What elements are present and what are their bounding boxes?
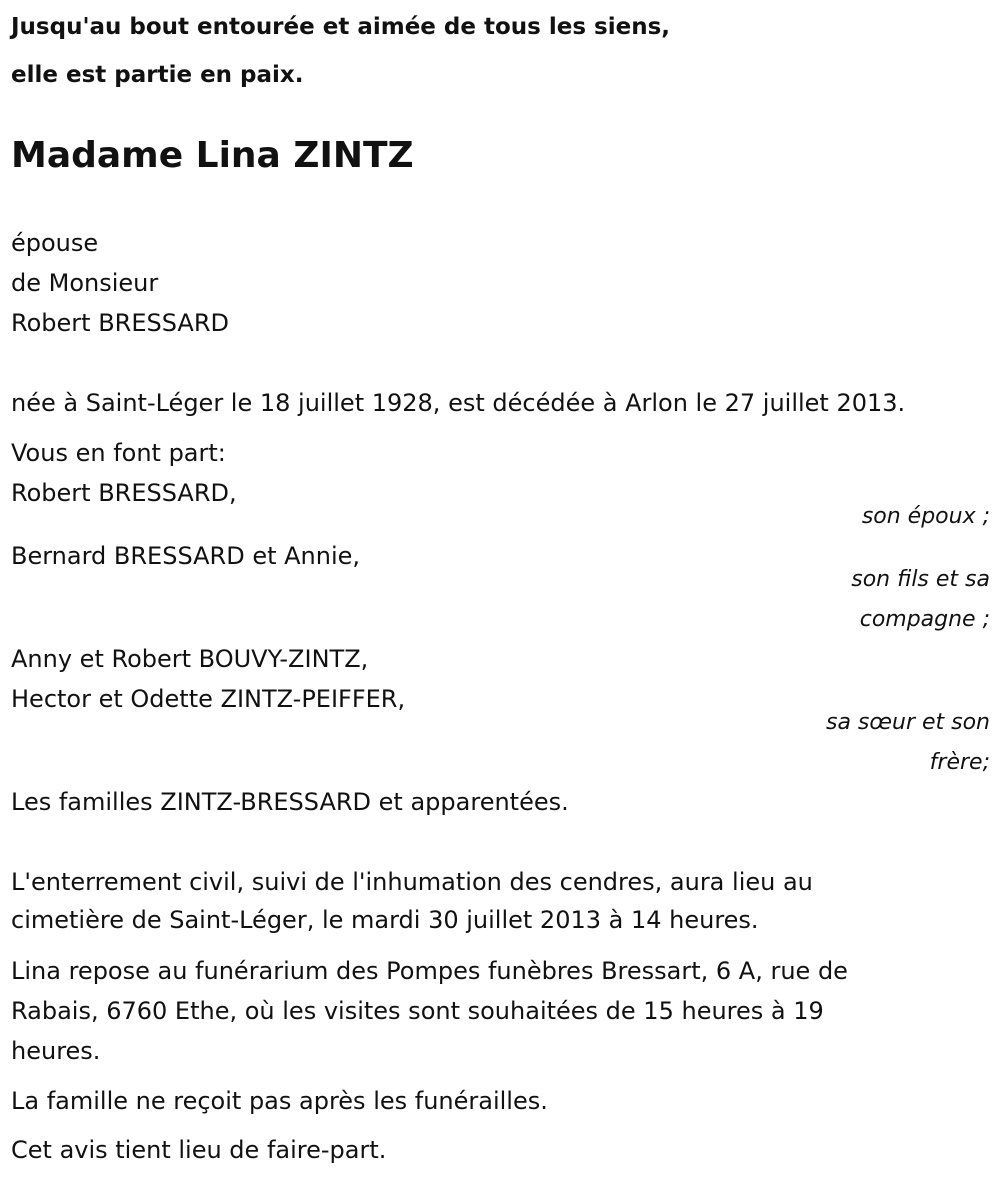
intro-line-1: Jusqu'au bout entourée et aimée de tous les siens, xyxy=(11,14,671,40)
spouse-line-1: épouse xyxy=(11,229,99,257)
visitation-line-1: Lina repose au funérarium des Pompes funèbres Bressart, 6 A, rue de xyxy=(11,957,848,985)
intro-line-2: elle est partie en paix. xyxy=(11,62,304,88)
family-name: Bernard BRESSARD et Annie, xyxy=(11,542,361,570)
funeral-info-line-2: cimetière de Saint-Léger, le mardi 30 juillet 2013 à 14 heures. xyxy=(11,906,759,934)
announcers-heading: Vous en font part: xyxy=(11,439,226,467)
family-relation: son époux ; xyxy=(861,504,990,529)
family-name: Anny et Robert BOUVY-ZINTZ, xyxy=(11,645,369,673)
birth-death-line: née à Saint-Léger le 18 juillet 1928, est décédée à Arlon le 27 juillet 2013. xyxy=(11,389,906,417)
spouse-line-2: de Monsieur xyxy=(11,269,159,297)
notice-line: Cet avis tient lieu de faire-part. xyxy=(11,1136,387,1164)
funeral-info-line-1: L'enterrement civil, suivi de l'inhumation des cendres, aura lieu au xyxy=(11,868,813,896)
family-name: Hector et Odette ZINTZ-PEIFFER, xyxy=(11,685,406,713)
family-relation: sa sœur et son xyxy=(825,710,990,735)
other-families: Les familles ZINTZ-BRESSARD et apparentées. xyxy=(11,788,569,816)
family-relation: frère; xyxy=(929,750,990,775)
deceased-name: Madame Lina ZINTZ xyxy=(11,135,414,176)
no-reception-line: La famille ne reçoit pas après les funérailles. xyxy=(11,1087,548,1115)
visitation-line-3: heures. xyxy=(11,1037,101,1065)
family-name: Robert BRESSARD, xyxy=(11,479,237,507)
visitation-line-2: Rabais, 6760 Ethe, où les visites sont souhaitées de 15 heures à 19 xyxy=(11,997,824,1025)
family-relation: son fils et sa xyxy=(851,567,990,592)
family-relation: compagne ; xyxy=(859,607,990,632)
spouse-line-3: Robert BRESSARD xyxy=(11,309,229,337)
